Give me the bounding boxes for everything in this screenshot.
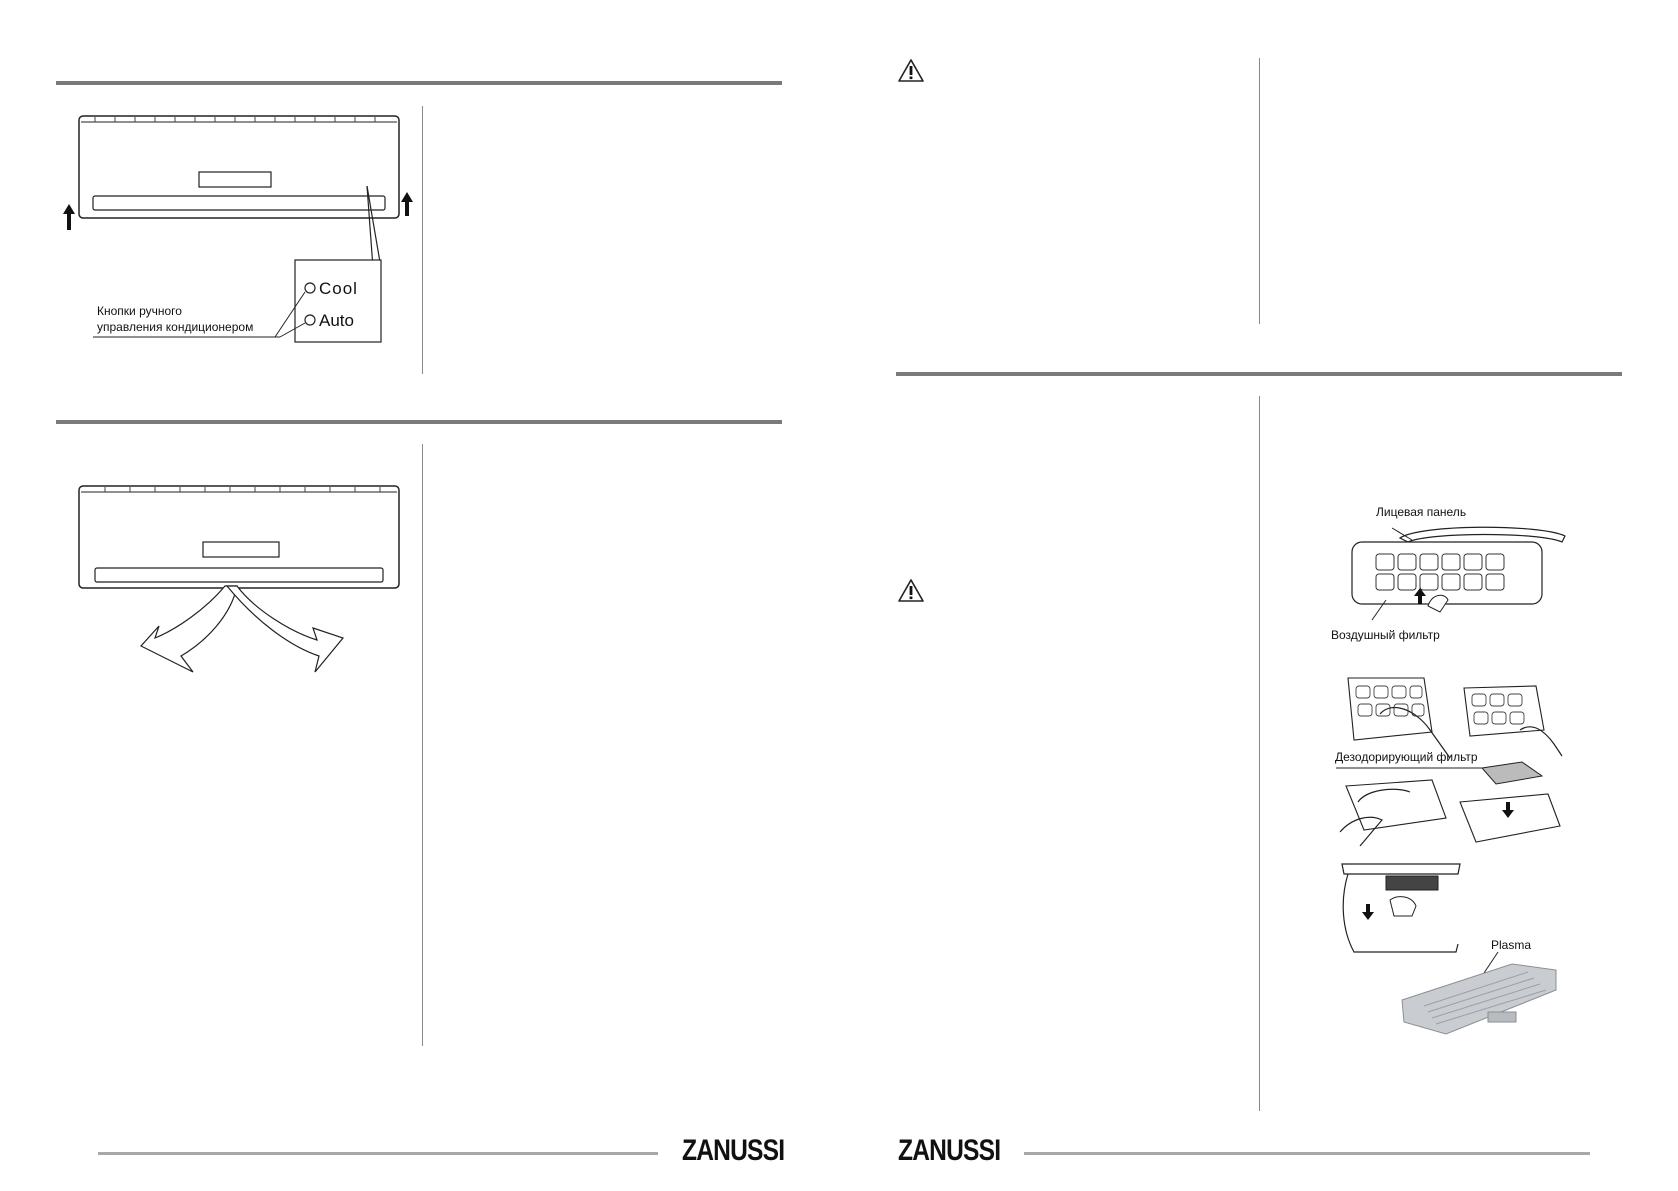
plasma-filter-illustration (1400, 950, 1560, 1040)
cool-button-label: Cool (319, 279, 358, 298)
section-divider-top-left (56, 81, 782, 85)
deodorizing-filter-label: Дезодорирующий фильтр (1335, 750, 1478, 764)
plasma-label: Plasma (1491, 938, 1532, 952)
deodorizing-filter-illustration (1336, 762, 1576, 848)
warning-triangle-icon (897, 58, 925, 83)
warning-triangle-icon (897, 578, 925, 603)
air-filter-label: Воздушный фильтр (1331, 628, 1440, 642)
footer-rule-left (98, 1152, 658, 1155)
opened-unit-filter-illustration (1340, 520, 1570, 620)
section-divider-middle-left (56, 420, 782, 424)
indoor-unit-airflow-figure (55, 480, 415, 680)
manual-buttons-caption-line1: Кнопки ручного (97, 304, 182, 318)
column-divider-bottom-right (1259, 396, 1260, 1111)
column-divider-top-right (1259, 58, 1260, 324)
manual-buttons-caption-line2: управления кондиционером (97, 320, 254, 334)
auto-button-label: Auto (319, 311, 354, 330)
filter-removal-illustration (1340, 670, 1570, 760)
brand-logo-right: ZANUSSI (898, 1134, 1001, 1167)
plasma-filter-install-illustration (1336, 860, 1466, 956)
column-divider-top-left (422, 106, 423, 374)
section-divider-top-right (896, 372, 1622, 376)
front-panel-label: Лицевая панель (1376, 505, 1467, 519)
footer-rule-right (1024, 1152, 1590, 1155)
brand-logo-left: ZANUSSI (682, 1134, 785, 1167)
column-divider-bottom-left (422, 444, 423, 1046)
